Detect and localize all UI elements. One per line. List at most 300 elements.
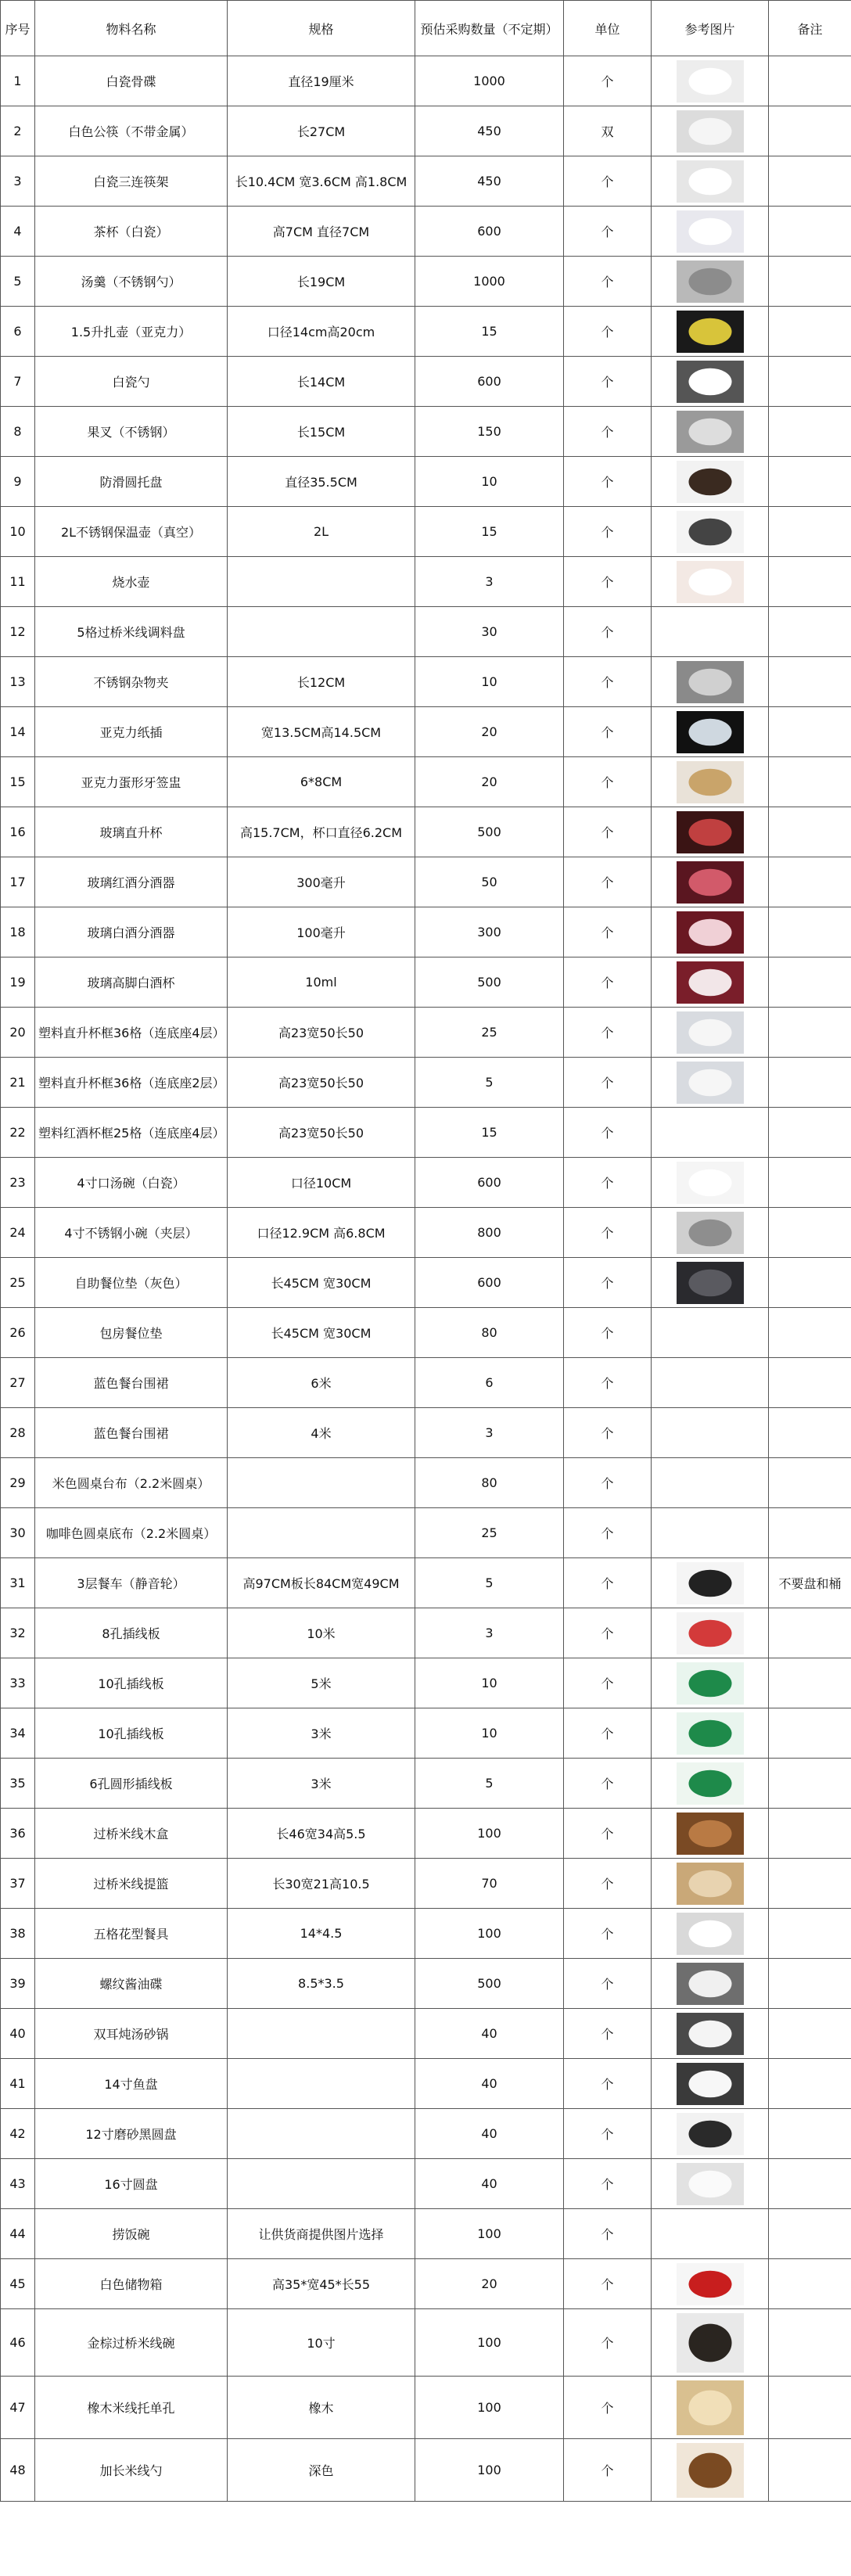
item-note — [769, 1959, 851, 2009]
item-quantity: 100 — [415, 1809, 564, 1859]
row-number: 1 — [1, 56, 35, 106]
item-quantity: 25 — [415, 1508, 564, 1558]
power-strip-box-photo — [677, 1612, 744, 1654]
item-spec — [228, 557, 415, 607]
placemat-photo — [677, 1262, 744, 1304]
item-spec: 长15CM — [228, 407, 415, 457]
item-note — [769, 1658, 851, 1708]
item-note: 不要盘和桶 — [769, 1558, 851, 1608]
table-row — [1, 2159, 851, 2209]
item-name: 捞饭碗 — [35, 2209, 228, 2259]
basket-photo — [677, 1863, 744, 1905]
row-number: 29 — [1, 1458, 35, 1508]
item-quantity: 25 — [415, 1008, 564, 1058]
reference-picture-cell — [652, 707, 769, 757]
item-name: 玻璃红酒分酒器 — [35, 857, 228, 907]
reference-picture-cell — [652, 1108, 769, 1158]
item-quantity: 1000 — [415, 257, 564, 307]
reference-picture-cell — [652, 2159, 769, 2209]
item-spec: 长10.4CM 宽3.6CM 高1.8CM — [228, 156, 415, 207]
item-unit: 个 — [564, 557, 652, 607]
row-number: 2 — [1, 106, 35, 156]
item-quantity: 15 — [415, 307, 564, 357]
item-note — [769, 1058, 851, 1108]
reference-picture-cell — [652, 457, 769, 507]
item-quantity: 40 — [415, 2009, 564, 2059]
acrylic-stand-photo — [677, 711, 744, 753]
service-cart-photo — [677, 1562, 744, 1604]
item-unit: 个 — [564, 1158, 652, 1208]
row-number: 16 — [1, 807, 35, 857]
reference-picture-cell — [652, 857, 769, 907]
item-name: 玻璃高脚白酒杯 — [35, 957, 228, 1008]
item-spec: 长27CM — [228, 106, 415, 156]
item-spec: 6米 — [228, 1358, 415, 1408]
item-unit: 个 — [564, 1759, 652, 1809]
clay-pot-photo — [677, 2013, 744, 2055]
item-unit: 个 — [564, 307, 652, 357]
header-name: 物料名称 — [35, 1, 228, 56]
item-note — [769, 1809, 851, 1859]
item-note — [769, 907, 851, 957]
item-note — [769, 1408, 851, 1458]
reference-picture-cell — [652, 1208, 769, 1258]
table-row — [1, 557, 851, 607]
row-number: 31 — [1, 1558, 35, 1608]
item-quantity: 5 — [415, 1058, 564, 1108]
header-no: 序号 — [1, 1, 35, 56]
reference-picture-cell — [652, 2259, 769, 2309]
row-number: 34 — [1, 1708, 35, 1759]
item-unit: 个 — [564, 56, 652, 106]
steel-bowl-photo — [677, 1212, 744, 1254]
item-spec: 口径14cm高20cm — [228, 307, 415, 357]
row-number: 8 — [1, 407, 35, 457]
item-note — [769, 2377, 851, 2439]
reference-picture-cell — [652, 307, 769, 357]
item-note — [769, 2109, 851, 2159]
item-unit: 个 — [564, 857, 652, 907]
item-note — [769, 2209, 851, 2259]
reference-picture-cell — [652, 257, 769, 307]
item-quantity: 100 — [415, 2377, 564, 2439]
item-note — [769, 1358, 851, 1408]
soup-bowl-photo — [677, 1162, 744, 1204]
item-unit: 个 — [564, 1809, 652, 1859]
row-number: 45 — [1, 2259, 35, 2309]
cup-rack-photo — [677, 1011, 744, 1054]
item-spec: 高23宽50长50 — [228, 1008, 415, 1058]
header-qty: 预估采购数量（不定期） — [415, 1, 564, 56]
item-unit: 个 — [564, 257, 652, 307]
table-row — [1, 507, 851, 557]
item-name: 包房餐位垫 — [35, 1308, 228, 1358]
item-quantity: 100 — [415, 2439, 564, 2502]
item-spec: 口径12.9CM 高6.8CM — [228, 1208, 415, 1258]
item-spec: 2L — [228, 507, 415, 557]
row-number: 13 — [1, 657, 35, 707]
item-unit: 个 — [564, 2259, 652, 2309]
item-name: 14寸鱼盘 — [35, 2059, 228, 2109]
reference-picture-cell — [652, 1959, 769, 2009]
item-unit: 个 — [564, 1008, 652, 1058]
item-name: 防滑圆托盘 — [35, 457, 228, 507]
row-number: 19 — [1, 957, 35, 1008]
item-spec: 高7CM 直径7CM — [228, 207, 415, 257]
item-unit: 个 — [564, 457, 652, 507]
power-strip-10b-photo — [677, 1712, 744, 1755]
glass-tumbler-photo — [677, 811, 744, 853]
table-row — [1, 56, 851, 106]
table-row — [1, 1508, 851, 1558]
item-unit: 双 — [564, 106, 652, 156]
item-name: 白色公筷（不带金属） — [35, 106, 228, 156]
item-spec: 直径19厘米 — [228, 56, 415, 106]
item-unit: 个 — [564, 2309, 652, 2377]
item-name: 5格过桥米线调料盘 — [35, 607, 228, 657]
oak-tray-photo — [677, 2380, 744, 2435]
reference-picture-cell — [652, 1008, 769, 1058]
item-name: 双耳炖汤砂锅 — [35, 2009, 228, 2059]
fish-plate-photo — [677, 2063, 744, 2105]
item-spec: 高97CM板长84CM宽49CM — [228, 1558, 415, 1608]
row-number: 5 — [1, 257, 35, 307]
row-number: 27 — [1, 1358, 35, 1408]
item-note — [769, 2439, 851, 2502]
item-unit: 个 — [564, 957, 652, 1008]
item-note — [769, 1909, 851, 1959]
table-row — [1, 757, 851, 807]
row-number: 42 — [1, 2109, 35, 2159]
row-number: 11 — [1, 557, 35, 607]
row-number: 24 — [1, 1208, 35, 1258]
row-number: 33 — [1, 1658, 35, 1708]
table-row — [1, 407, 851, 457]
reference-picture-cell — [652, 1759, 769, 1809]
item-note — [769, 1759, 851, 1809]
table-row — [1, 957, 851, 1008]
row-number: 40 — [1, 2009, 35, 2059]
reference-picture-cell — [652, 357, 769, 407]
item-spec: 深色 — [228, 2439, 415, 2502]
reference-picture-cell — [652, 2377, 769, 2439]
round-tray-photo — [677, 461, 744, 503]
table-row — [1, 207, 851, 257]
item-note — [769, 857, 851, 907]
item-spec — [228, 2159, 415, 2209]
table-row — [1, 2259, 851, 2309]
item-unit: 个 — [564, 607, 652, 657]
row-number: 41 — [1, 2059, 35, 2109]
item-spec: 长14CM — [228, 357, 415, 407]
item-note — [769, 1308, 851, 1358]
row-number: 35 — [1, 1759, 35, 1809]
fruit-fork-photo — [677, 411, 744, 453]
item-quantity: 500 — [415, 957, 564, 1008]
row-number: 15 — [1, 757, 35, 807]
wooden-ladle-photo — [677, 2443, 744, 2498]
row-number: 38 — [1, 1909, 35, 1959]
power-strip-10-photo — [677, 1662, 744, 1705]
item-quantity: 6 — [415, 1358, 564, 1408]
row-number: 7 — [1, 357, 35, 407]
reference-picture-cell — [652, 607, 769, 657]
chopstick-rest-photo — [677, 160, 744, 203]
item-name: 4寸不锈钢小碗（夹层） — [35, 1208, 228, 1258]
table-row — [1, 1108, 851, 1158]
row-number: 25 — [1, 1258, 35, 1308]
reference-picture-cell — [652, 1809, 769, 1859]
item-quantity: 10 — [415, 1658, 564, 1708]
item-spec: 10ml — [228, 957, 415, 1008]
reference-picture-cell — [652, 1308, 769, 1358]
item-quantity: 40 — [415, 2059, 564, 2109]
item-name: 塑料红酒杯框25格（连底座4层） — [35, 1108, 228, 1158]
item-unit: 个 — [564, 207, 652, 257]
item-quantity: 800 — [415, 1208, 564, 1258]
table-row — [1, 1708, 851, 1759]
table-row — [1, 1458, 851, 1508]
item-name: 金棕过桥米线碗 — [35, 2309, 228, 2377]
reference-picture-cell — [652, 1909, 769, 1959]
item-name: 1.5升扎壶（亚克力） — [35, 307, 228, 357]
item-name: 自助餐位垫（灰色） — [35, 1258, 228, 1308]
reference-picture-cell — [652, 56, 769, 106]
item-note — [769, 307, 851, 357]
item-note — [769, 1258, 851, 1308]
table-row — [1, 2439, 851, 2502]
item-spec: 高23宽50长50 — [228, 1108, 415, 1158]
item-quantity: 3 — [415, 1608, 564, 1658]
item-spec: 8.5*3.5 — [228, 1959, 415, 2009]
row-number: 36 — [1, 1809, 35, 1859]
item-name: 4寸口汤碗（白瓷） — [35, 1158, 228, 1208]
item-note — [769, 707, 851, 757]
row-number: 20 — [1, 1008, 35, 1058]
item-quantity: 15 — [415, 1108, 564, 1158]
wine-decanter-photo — [677, 861, 744, 904]
item-unit: 个 — [564, 407, 652, 457]
table-row — [1, 2209, 851, 2259]
item-note — [769, 557, 851, 607]
item-name: 亚克力蛋形牙签盅 — [35, 757, 228, 807]
item-name: 过桥米线木盒 — [35, 1809, 228, 1859]
item-quantity: 300 — [415, 907, 564, 957]
item-unit: 个 — [564, 1208, 652, 1258]
table-row — [1, 1909, 851, 1959]
item-spec: 14*4.5 — [228, 1909, 415, 1959]
table-row — [1, 1008, 851, 1058]
item-unit: 个 — [564, 1108, 652, 1158]
row-number: 21 — [1, 1058, 35, 1108]
reference-picture-cell — [652, 2109, 769, 2159]
item-quantity: 1000 — [415, 56, 564, 106]
row-number: 18 — [1, 907, 35, 957]
acrylic-jug-photo — [677, 311, 744, 353]
item-unit: 个 — [564, 2377, 652, 2439]
reference-picture-cell — [652, 1608, 769, 1658]
item-unit: 个 — [564, 1608, 652, 1658]
row-number: 22 — [1, 1108, 35, 1158]
item-name: 3层餐车（静音轮） — [35, 1558, 228, 1608]
row-number: 23 — [1, 1158, 35, 1208]
item-name: 不锈钢杂物夹 — [35, 657, 228, 707]
row-number: 17 — [1, 857, 35, 907]
reference-picture-cell — [652, 1058, 769, 1108]
header-spec: 规格 — [228, 1, 415, 56]
item-name: 橡木米线托单孔 — [35, 2377, 228, 2439]
item-quantity: 80 — [415, 1458, 564, 1508]
item-unit: 个 — [564, 357, 652, 407]
item-spec: 4米 — [228, 1408, 415, 1458]
reference-picture-cell — [652, 1408, 769, 1458]
item-note — [769, 1708, 851, 1759]
item-spec: 让供货商提供图片选择 — [228, 2209, 415, 2259]
reference-picture-cell — [652, 1158, 769, 1208]
reference-picture-cell — [652, 407, 769, 457]
item-note — [769, 2009, 851, 2059]
item-name: 米色圆桌台布（2.2米圆桌） — [35, 1458, 228, 1508]
reference-picture-cell — [652, 557, 769, 607]
item-unit: 个 — [564, 757, 652, 807]
item-quantity: 600 — [415, 1258, 564, 1308]
item-note — [769, 1208, 851, 1258]
item-unit: 个 — [564, 2059, 652, 2109]
reference-picture-cell — [652, 2059, 769, 2109]
item-quantity: 3 — [415, 557, 564, 607]
item-name: 白瓷骨碟 — [35, 56, 228, 106]
reference-picture-cell — [652, 207, 769, 257]
item-note — [769, 106, 851, 156]
item-unit: 个 — [564, 1358, 652, 1408]
item-quantity: 20 — [415, 757, 564, 807]
ceramic-spoon-photo — [677, 361, 744, 403]
item-spec — [228, 607, 415, 657]
reference-picture-cell — [652, 1558, 769, 1608]
item-name: 10孔插线板 — [35, 1708, 228, 1759]
sauce-dish-photo — [677, 1963, 744, 2005]
item-spec: 10米 — [228, 1608, 415, 1658]
item-note — [769, 407, 851, 457]
item-quantity: 100 — [415, 2309, 564, 2377]
table-row — [1, 357, 851, 407]
item-name: 6孔圆形插线板 — [35, 1759, 228, 1809]
item-unit: 个 — [564, 1859, 652, 1909]
reference-picture-cell — [652, 1658, 769, 1708]
table-row — [1, 1058, 851, 1108]
table-row — [1, 307, 851, 357]
item-quantity: 500 — [415, 807, 564, 857]
item-unit: 个 — [564, 2009, 652, 2059]
item-unit: 个 — [564, 1458, 652, 1508]
item-spec — [228, 1508, 415, 1558]
reference-picture-cell — [652, 757, 769, 807]
item-unit: 个 — [564, 2209, 652, 2259]
item-name: 16寸圆盘 — [35, 2159, 228, 2209]
reference-picture-cell — [652, 1708, 769, 1759]
item-name: 螺纹酱油碟 — [35, 1959, 228, 2009]
reference-picture-cell — [652, 1508, 769, 1558]
item-note — [769, 2059, 851, 2109]
item-unit: 个 — [564, 1408, 652, 1458]
table-row — [1, 2377, 851, 2439]
item-spec: 10寸 — [228, 2309, 415, 2377]
table-row — [1, 2009, 851, 2059]
toothpick-holder-photo — [677, 761, 744, 803]
item-quantity: 10 — [415, 1708, 564, 1759]
item-unit: 个 — [564, 1909, 652, 1959]
item-note — [769, 507, 851, 557]
table-row — [1, 907, 851, 957]
table-row — [1, 2109, 851, 2159]
item-quantity: 40 — [415, 2109, 564, 2159]
item-note — [769, 357, 851, 407]
item-quantity: 450 — [415, 106, 564, 156]
tea-cup-photo — [677, 210, 744, 253]
item-spec: 口径10CM — [228, 1158, 415, 1208]
item-note — [769, 607, 851, 657]
item-quantity: 10 — [415, 657, 564, 707]
item-name: 8孔插线板 — [35, 1608, 228, 1658]
electric-kettle-photo — [677, 561, 744, 603]
reference-picture-cell — [652, 657, 769, 707]
item-name: 加长米线勺 — [35, 2439, 228, 2502]
item-quantity: 100 — [415, 2209, 564, 2259]
item-spec: 高15.7CM，杯口直径6.2CM — [228, 807, 415, 857]
item-note — [769, 1508, 851, 1558]
table-row — [1, 156, 851, 207]
item-note — [769, 1458, 851, 1508]
item-unit: 个 — [564, 1258, 652, 1308]
table-row — [1, 657, 851, 707]
table-row — [1, 257, 851, 307]
item-name: 咖啡色圆桌底布（2.2米圆桌） — [35, 1508, 228, 1558]
row-number: 9 — [1, 457, 35, 507]
item-note — [769, 957, 851, 1008]
table-row — [1, 1809, 851, 1859]
item-name: 过桥米线提篮 — [35, 1859, 228, 1909]
table-row — [1, 1358, 851, 1408]
item-spec — [228, 2059, 415, 2109]
flower-dish-photo — [677, 1913, 744, 1955]
item-quantity: 20 — [415, 2259, 564, 2309]
reference-picture-cell — [652, 1859, 769, 1909]
wooden-box-photo — [677, 1813, 744, 1855]
item-quantity: 5 — [415, 1759, 564, 1809]
item-quantity: 80 — [415, 1308, 564, 1358]
reference-picture-cell — [652, 2209, 769, 2259]
item-unit: 个 — [564, 1959, 652, 2009]
reference-picture-cell — [652, 807, 769, 857]
row-number: 44 — [1, 2209, 35, 2259]
header-unit: 单位 — [564, 1, 652, 56]
row-number: 28 — [1, 1408, 35, 1458]
reference-picture-cell — [652, 1458, 769, 1508]
item-quantity: 15 — [415, 507, 564, 557]
item-note — [769, 807, 851, 857]
reference-picture-cell — [652, 2009, 769, 2059]
item-spec: 100毫升 — [228, 907, 415, 957]
reference-picture-cell — [652, 2439, 769, 2502]
item-unit: 个 — [564, 507, 652, 557]
reference-picture-cell — [652, 1358, 769, 1408]
item-spec: 长30宽21高10.5 — [228, 1859, 415, 1909]
item-quantity: 600 — [415, 1158, 564, 1208]
table-row — [1, 1258, 851, 1308]
item-spec: 长19CM — [228, 257, 415, 307]
item-name: 五格花型餐具 — [35, 1909, 228, 1959]
item-name: 玻璃直升杯 — [35, 807, 228, 857]
